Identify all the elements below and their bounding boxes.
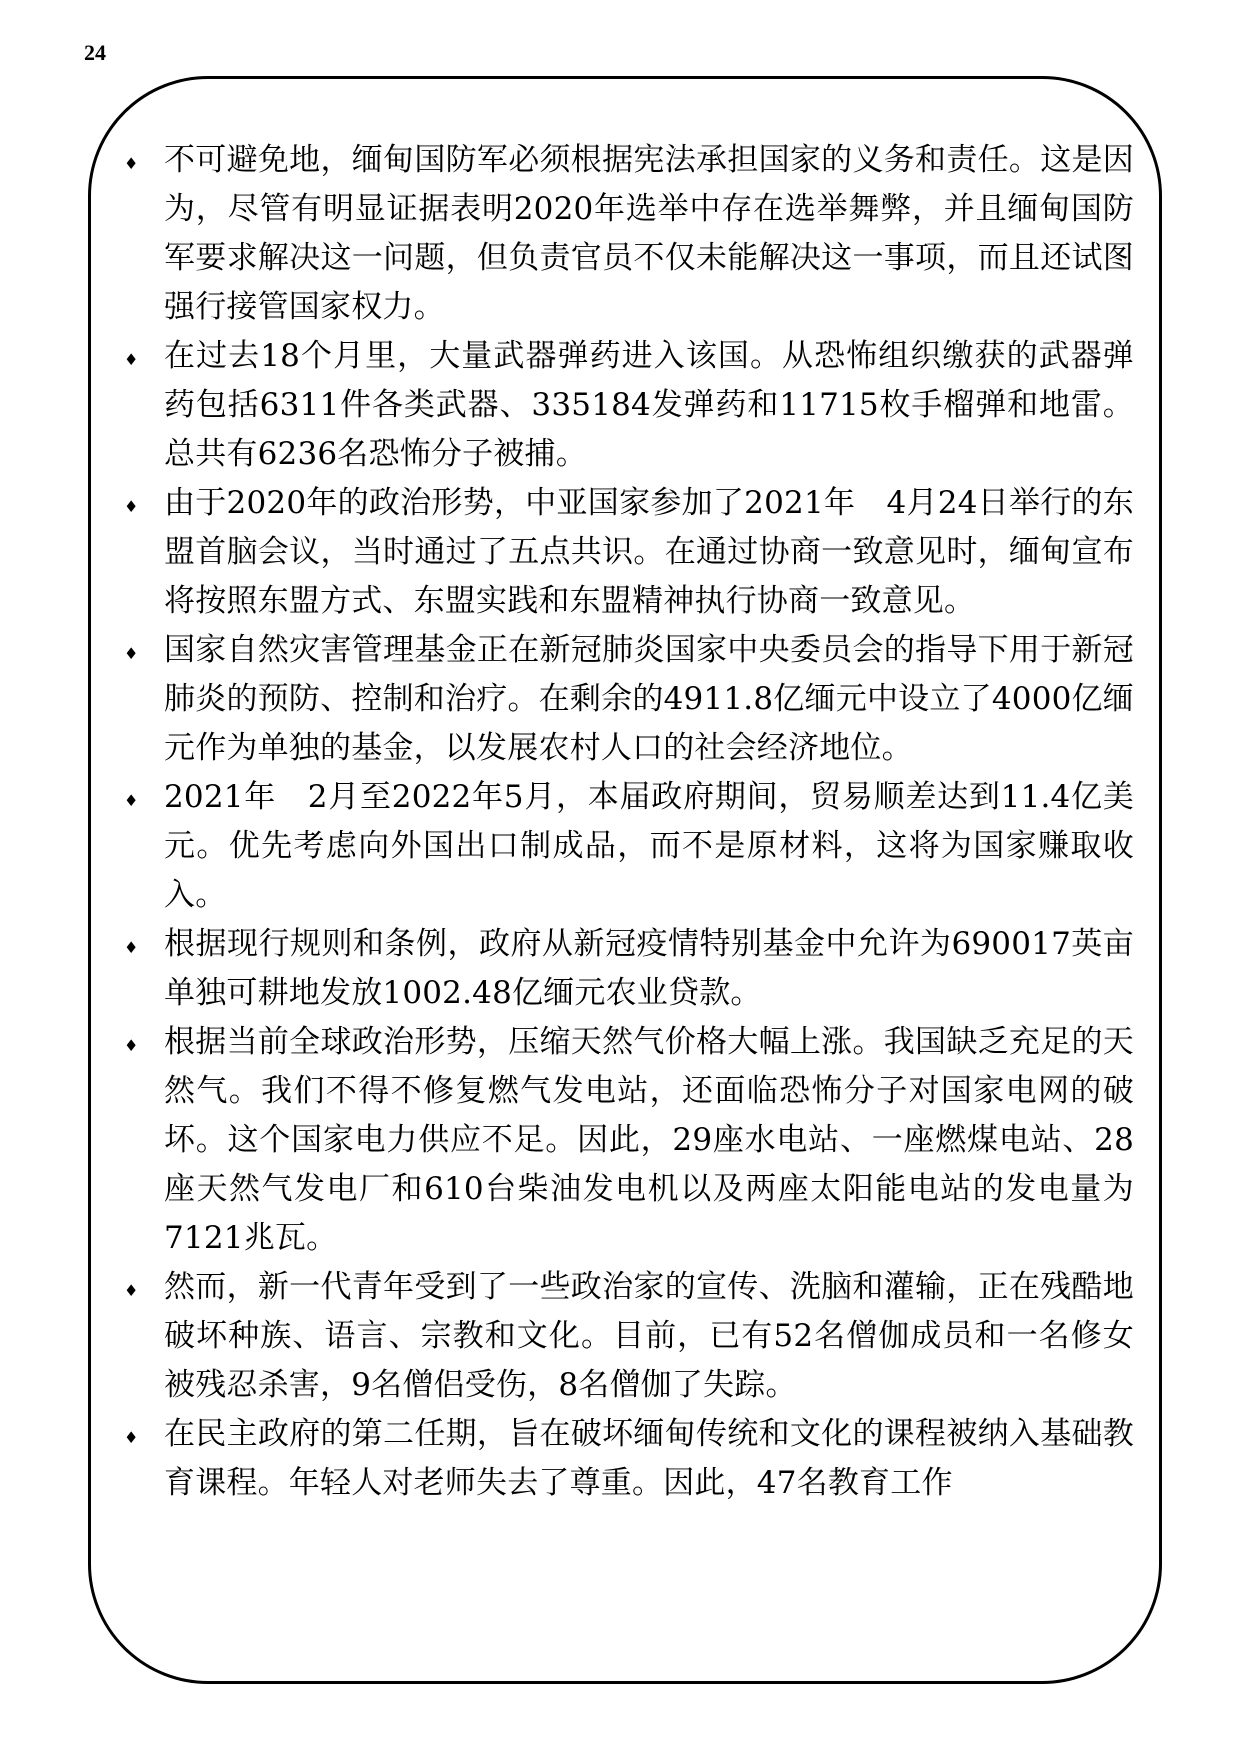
list-item — [124, 1018, 1134, 1263]
bullet-text: 根据当前全球政治形势，压缩天然气价格大幅上涨。我国缺乏充足的天然气。我们不得不修复燃气发电站，还面临恐怖分子对国家电网的破坏。这个国家电力供应不足。因此，29座水电站、一座燃煤电站、28座天然气发电厂和610台柴油发电机以及两座太阳能电站的发电量为7121兆瓦。 — [164, 1024, 1134, 1256]
bullet-text: 然而，新一代青年受到了一些政治家的宣传、洗脑和灌输，正在残酷地破坏种族、语言、宗教和文化。目前，已有52名僧伽成员和一名修女被残忍杀害，9名僧侣受伤，8名僧伽了失踪。 — [164, 1269, 1134, 1403]
bullet-text: 在过去18个月里，大量武器弹药进入该国。从恐怖组织缴获的武器弹药包括6311件各类武器、335184发弹药和11715枚手榴弹和地雷。总共有6236名恐怖分子被捕。 — [164, 338, 1134, 472]
bullet-text: 国家自然灾害管理基金正在新冠肺炎国家中央委员会的指导下用于新冠肺炎的预防、控制和治疗。在剩余的4911.8亿缅元中设立了4000亿缅元作为单独的基金，以发展农村人口的社会经济地位。 — [164, 632, 1134, 766]
list-item — [124, 1410, 1134, 1508]
diamond-bullet-icon: ♦ — [124, 644, 139, 663]
list-item — [124, 136, 1134, 332]
list-item — [124, 773, 1134, 920]
diamond-bullet-icon: ♦ — [124, 350, 139, 369]
list-item — [124, 1263, 1134, 1410]
page-number: 24 — [84, 40, 106, 65]
diamond-bullet-icon: ♦ — [124, 791, 139, 810]
diamond-bullet-icon: ♦ — [124, 497, 139, 516]
diamond-bullet-icon: ♦ — [124, 154, 139, 173]
bullet-text: 在民主政府的第二任期，旨在破坏缅甸传统和文化的课程被纳入基础教育课程。年轻人对老师失去了尊重。因此，47名教育工作 — [164, 1416, 1134, 1501]
bullet-text: 2021年 2月至2022年5月，本届政府期间，贸易顺差达到11.4亿美元。优先考虑向外国出口制成品，而不是原材料，这将为国家赚取收入。 — [164, 779, 1134, 913]
list-item — [124, 332, 1134, 479]
bullet-text: 根据现行规则和条例，政府从新冠疫情特别基金中允许为690017英亩单独可耕地发放1002.48亿缅元农业贷款。 — [164, 926, 1134, 1011]
diamond-bullet-icon: ♦ — [124, 938, 139, 957]
list-item — [124, 920, 1134, 1018]
list-item — [124, 626, 1134, 773]
list-item — [124, 479, 1134, 626]
bullet-text: 由于2020年的政治形势，中亚国家参加了2021年 4月24日举行的东盟首脑会议，当时通过了五点共识。在通过协商一致意见时，缅甸宣布将按照东盟方式、东盟实践和东盟精神执行协商一致意见。 — [164, 485, 1134, 619]
diamond-bullet-icon: ♦ — [124, 1428, 139, 1447]
bullet-text: 不可避免地，缅甸国防军必须根据宪法承担国家的义务和责任。这是因为，尽管有明显证据表明2020年选举中存在选举舞弊，并且缅甸国防军要求解决这一问题，但负责官员不仅未能解决这一事项，而且还试图强行接管国家权力。 — [164, 142, 1134, 325]
diamond-bullet-icon: ♦ — [124, 1281, 139, 1300]
bullet-list — [124, 136, 1134, 1508]
diamond-bullet-icon: ♦ — [124, 1036, 139, 1055]
